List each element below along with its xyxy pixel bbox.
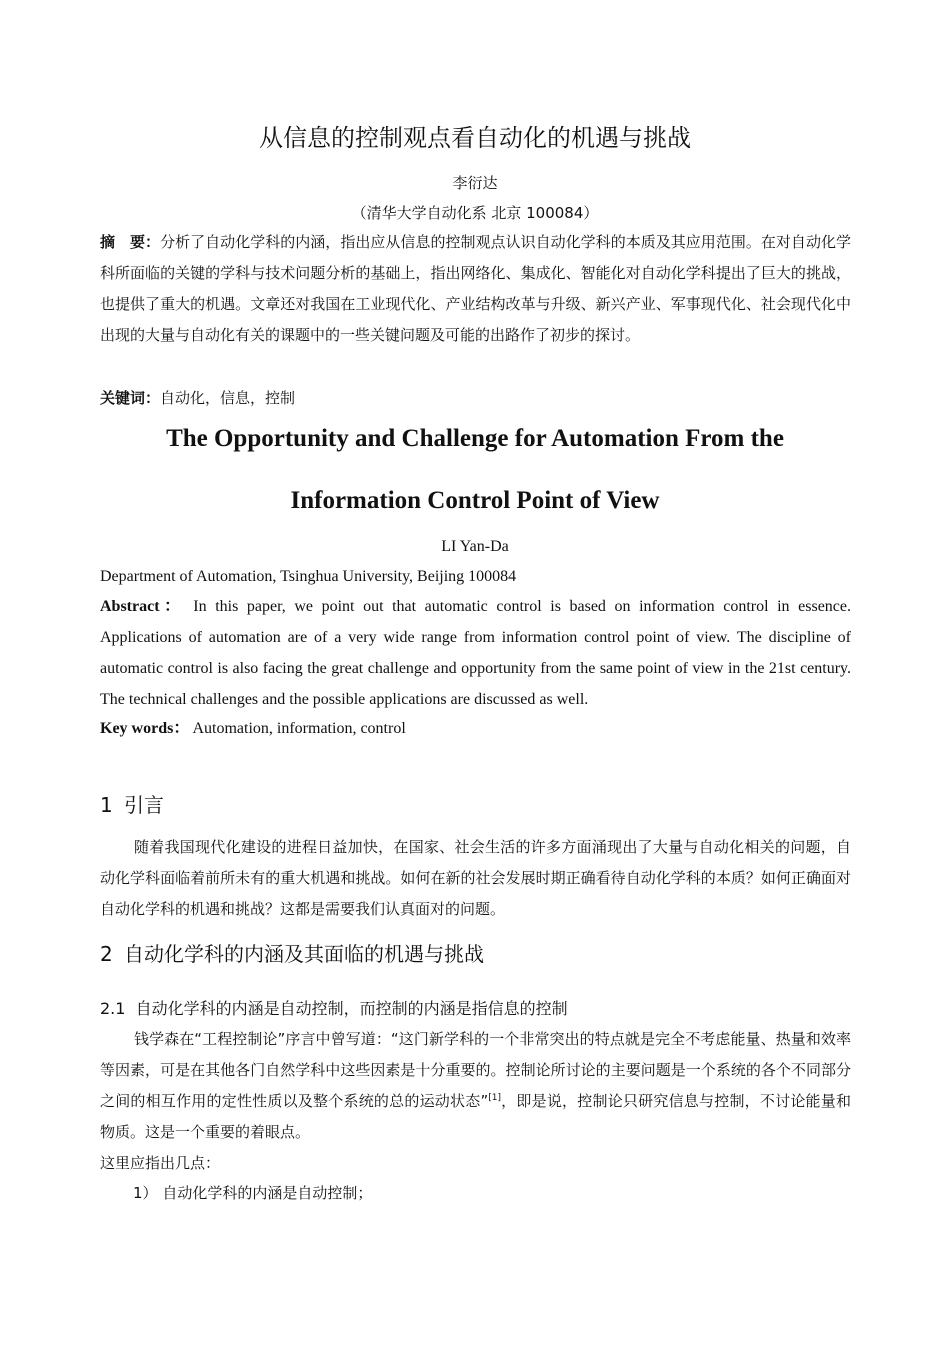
abstract-en xyxy=(100,591,851,715)
keywords-cn xyxy=(100,383,851,414)
abstract-en-label: Abstract： xyxy=(100,598,185,615)
citation-1[interactable]: [1] xyxy=(488,1093,501,1103)
abstract-en-text: In this paper, we point out that automatic control is based on information control in essence. Applications of automation are of a very wide range from information control point of view. The discipline of automatic control is also facing the great challenge and opportunity from the same point of view in the 21st century. The technical challenges and the possible applications are discussed as well. xyxy=(100,598,851,708)
keywords-en xyxy=(100,713,851,744)
section-1-title: 引言 xyxy=(124,793,164,817)
section-2-1-title: 自动化学科的内涵是自动控制，而控制的内涵是指信息的控制 xyxy=(135,999,568,1018)
abstract-cn-text: 分析了自动化学科的内涵，指出应从信息的控制观点认识自动化学科的本质及其应用范围。在对自动化学科所面临的关键的学科与技术问题分析的基础上，指出网络化、集成化、智能化对自动化学科提出了巨大的挑战，也提供了重大的机遇。文章还对我国在工业现代化、产业结构改革与升级、新兴产业、军事现代化、社会现代化中出现的大量与自动化有关的课题中的一些关键问题及可能的出路作了初步的探讨。 xyxy=(100,233,851,344)
keywords-en-label: Key words： xyxy=(100,720,190,737)
points-intro: 这里应指出几点： xyxy=(100,1154,221,1172)
paper-title-cn: 从信息的控制观点看自动化的机遇与挑战 xyxy=(259,124,691,152)
abstract-cn-label: 摘 要： xyxy=(100,233,161,251)
paragraph-text-before-citation: 钱学森在“工程控制论”序言中曾写道：“这门新学科的一个非常突出的特点就是完全不考虑能量、热量和效率等因素，可是在其他各门自然学科中这些因素是十分重要的。控制论所讨论的主要问题是一个系统的各个不同部分之间的相互作用的定性性质以及整个系统的总的运动状态” xyxy=(100,1030,851,1110)
section-2-1-paragraph xyxy=(100,1024,851,1148)
section-1-paragraph: 随着我国现代化建设的进程日益加快，在国家、社会生活的许多方面涌现出了大量与自动化相关的问题，自动化学科面临着前所未有的重大机遇和挑战。如何在新的社会发展时期正确看待自动化学科的本质？如何正确面对自动化学科的机遇和挑战？这都是需要我们认真面对的问题。 xyxy=(100,838,851,918)
paper-title-en-line1: The Opportunity and Challenge for Automation From the xyxy=(166,425,784,452)
section-2-heading xyxy=(100,938,484,967)
author-name-en: LI Yan-Da xyxy=(441,538,509,555)
list-item xyxy=(133,1178,851,1209)
section-1-heading xyxy=(100,789,164,818)
paragraph-text-after-citation: ，即是说，控制论只研究信息与控制，不讨论能量和物质。这是一个重要的着眼点。 xyxy=(100,1092,851,1141)
section-2-1-heading xyxy=(100,996,568,1019)
keywords-cn-text: 自动化，信息，控制 xyxy=(160,389,296,407)
section-2-1-number: 2.1 xyxy=(100,999,126,1018)
abstract-cn xyxy=(100,227,851,351)
paper-title-en-line2: Information Control Point of View xyxy=(290,487,660,514)
list-item-text: 自动化学科的内涵是自动控制； xyxy=(162,1184,373,1202)
list-item-marker: 1） xyxy=(133,1184,158,1202)
affiliation-en: Department of Automation, Tsinghua University, Beijing 100084 xyxy=(100,568,517,585)
author-name-cn: 李衍达 xyxy=(452,174,498,192)
section-1-number: 1 xyxy=(100,793,113,817)
section-2-title: 自动化学科的内涵及其面临的机遇与挑战 xyxy=(124,942,484,966)
affiliation-cn: （清华大学自动化系 北京 100084） xyxy=(351,204,599,222)
section-2-number: 2 xyxy=(100,942,113,966)
keywords-en-text: Automation, information, control xyxy=(192,720,406,737)
keywords-cn-label: 关键词： xyxy=(100,389,161,407)
